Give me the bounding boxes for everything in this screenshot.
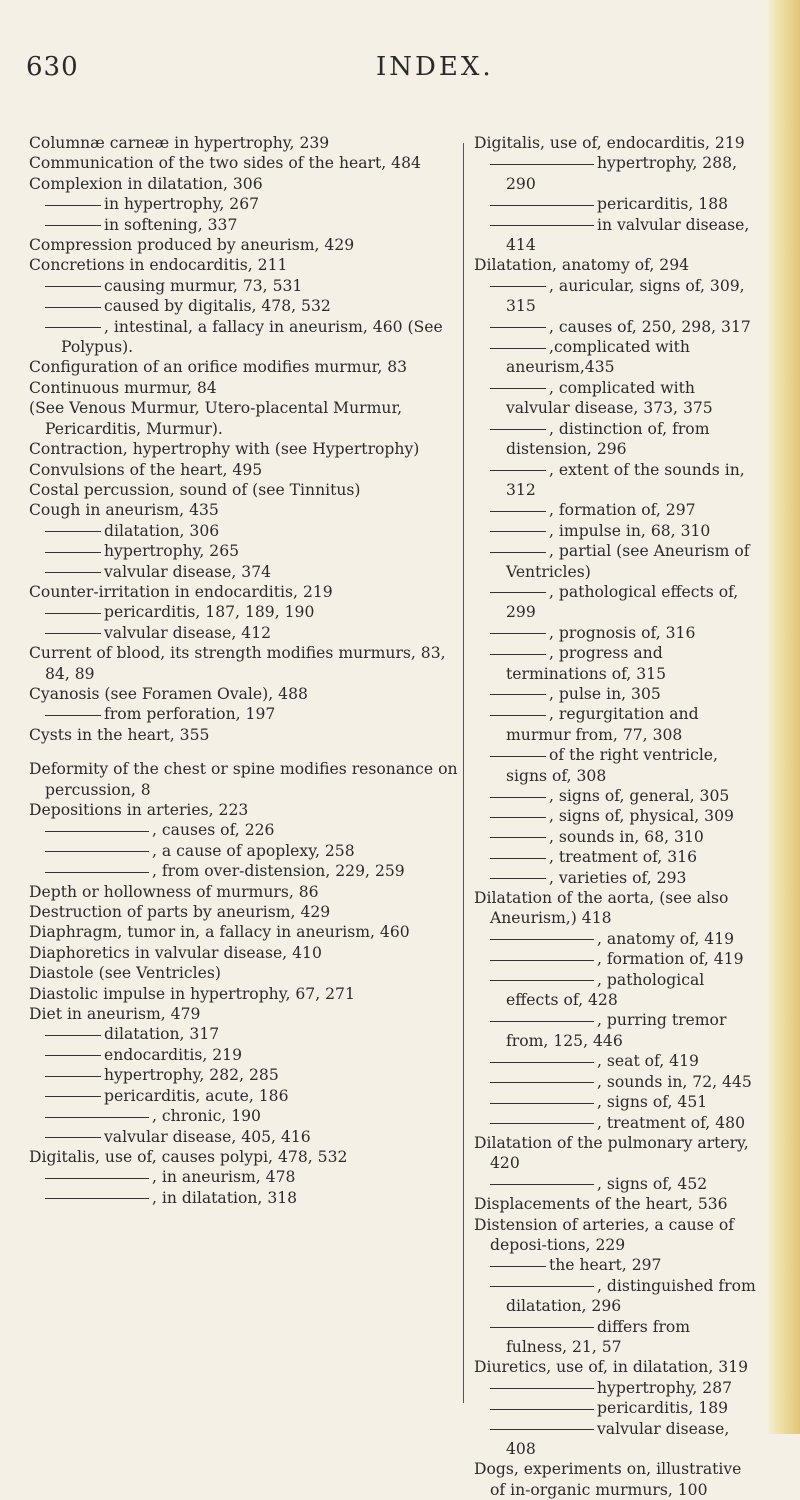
page-number: 630 xyxy=(26,52,79,82)
index-entry xyxy=(29,255,463,275)
index-subentry xyxy=(474,970,756,1011)
ditto-rule xyxy=(45,831,149,832)
index-entry-text: in hypertrophy, 267 xyxy=(104,195,260,214)
index-entry-text: from perforation, 197 xyxy=(104,705,276,724)
index-entry-text: Cyanosis (see Foramen Ovale), 488 xyxy=(29,684,308,703)
index-entry-text: Diaphragm, tumor in, a fallacy in aneurism, 460 xyxy=(29,923,410,942)
index-entry-text: , regurgitation and murmur from, 77, 308 xyxy=(506,705,699,744)
index-subentry xyxy=(474,643,756,684)
index-entry-text: valvular disease, 405, 416 xyxy=(104,1127,311,1146)
index-subentry xyxy=(474,1092,756,1112)
ditto-rule xyxy=(490,756,546,757)
index-entry-text: Counter-irritation in endocarditis, 219 xyxy=(29,582,333,601)
index-entry-text: Current of blood, its strength modifies murmurs, 83, 84, 89 xyxy=(29,644,446,683)
index-subentry xyxy=(474,1051,756,1071)
index-entry-text: pericarditis, 188 xyxy=(597,195,729,214)
index-entry xyxy=(29,133,463,153)
ditto-rule xyxy=(490,1103,594,1104)
index-entry-text: Communication of the two sides of the heart, 484 xyxy=(29,154,421,173)
index-subentry xyxy=(29,296,463,316)
index-subentry xyxy=(474,1419,756,1460)
index-subentry xyxy=(29,820,463,840)
index-entry xyxy=(29,943,463,963)
index-entry xyxy=(29,378,463,398)
index-entry-text: Diastolic impulse in hypertrophy, 67, 271 xyxy=(29,984,355,1003)
index-entry xyxy=(29,1004,463,1024)
index-entry-text: Dilatation, anatomy of, 294 xyxy=(474,256,690,275)
index-entry-text: hypertrophy, 288, 290 xyxy=(506,154,738,193)
ditto-rule xyxy=(490,715,546,716)
index-entry-text: Costal percussion, sound of (see Tinnitus) xyxy=(29,480,361,499)
ditto-rule xyxy=(45,1137,101,1138)
index-subentry xyxy=(474,317,756,337)
index-entry-text: , purring tremor from, 125, 446 xyxy=(506,1011,727,1050)
ditto-rule xyxy=(490,817,546,818)
index-entry-text: pericarditis, 189 xyxy=(597,1399,729,1418)
ditto-rule xyxy=(45,1198,149,1199)
index-subentry xyxy=(29,541,463,561)
ditto-rule xyxy=(490,1082,594,1083)
index-entry-text: Cysts in the heart, 355 xyxy=(29,725,210,744)
index-entry-text: Depth or hollowness of murmurs, 86 xyxy=(29,882,319,901)
index-subentry xyxy=(474,194,756,214)
index-subentry xyxy=(29,1167,463,1187)
index-entry-text: , in dilatation, 318 xyxy=(152,1188,298,1207)
index-entry-text: hypertrophy, 265 xyxy=(104,542,240,561)
ditto-rule xyxy=(45,1096,101,1097)
index-entry-text: , sounds in, 72, 445 xyxy=(597,1072,752,1091)
index-subentry xyxy=(29,276,463,296)
index-subentry xyxy=(474,582,756,623)
index-entry-text: , auricular, signs of, 309, 315 xyxy=(506,276,745,316)
index-entry xyxy=(29,153,463,173)
index-subentry xyxy=(29,704,463,724)
index-entry xyxy=(29,882,463,902)
ditto-rule xyxy=(45,225,101,226)
ditto-rule xyxy=(45,613,101,614)
index-entry-text: , formation of, 419 xyxy=(597,950,744,969)
index-entry-text: , seat of, 419 xyxy=(597,1052,699,1071)
index-subentry xyxy=(474,378,756,419)
index-entry-text: , causes of, 226 xyxy=(152,821,275,840)
index-entry xyxy=(29,357,463,377)
index-entry xyxy=(29,460,463,480)
index-subentry xyxy=(474,745,756,786)
index-entry-text: in valvular disease, 414 xyxy=(506,215,750,255)
index-entry-text: causing murmur, 73, 531 xyxy=(104,276,303,295)
index-subentry xyxy=(474,1255,756,1275)
ditto-rule xyxy=(490,1062,594,1063)
index-subentry xyxy=(474,541,756,582)
ditto-rule xyxy=(45,531,101,532)
index-entry xyxy=(29,398,463,439)
index-entry-text: Digitalis, use of, causes polypi, 478, 532 xyxy=(29,1147,348,1166)
ditto-rule xyxy=(490,592,546,593)
index-entry xyxy=(29,174,463,194)
index-subentry xyxy=(29,1106,463,1126)
ditto-rule xyxy=(490,511,546,512)
ditto-rule xyxy=(490,1123,594,1124)
ditto-rule xyxy=(490,1409,594,1410)
index-subentry xyxy=(29,562,463,582)
index-entry-text: , prognosis of, 316 xyxy=(549,623,696,642)
ditto-rule xyxy=(490,1266,546,1267)
index-subentry xyxy=(474,786,756,806)
index-entry xyxy=(474,133,756,153)
index-entry-text: dilatation, 317 xyxy=(104,1025,220,1044)
index-subentry xyxy=(474,929,756,949)
ditto-rule xyxy=(490,1429,594,1430)
ditto-rule xyxy=(45,1035,101,1036)
index-entry-text: , extent of the sounds in, 312 xyxy=(506,460,745,499)
index-entry-text: , causes of, 250, 298, 317 xyxy=(549,317,751,336)
index-entry xyxy=(29,480,463,500)
index-entry xyxy=(29,500,463,520)
ditto-rule xyxy=(45,286,101,287)
index-entry-text: hypertrophy, 287 xyxy=(597,1378,733,1397)
ditto-rule xyxy=(45,205,101,206)
index-entry xyxy=(29,643,463,684)
index-entry-text: , formation of, 297 xyxy=(549,501,696,520)
index-entry-text: , in aneurism, 478 xyxy=(152,1168,296,1187)
index-subentry xyxy=(474,1174,756,1194)
index-entry xyxy=(474,1133,756,1174)
index-subentry xyxy=(474,1113,756,1133)
index-entry xyxy=(29,759,463,800)
index-entry-text: (See Venous Murmur, Utero-placental Murmur, Pericarditis, Murmur). xyxy=(29,399,403,438)
index-entry-text: Diaphoretics in valvular disease, 410 xyxy=(29,943,322,962)
ditto-rule xyxy=(490,286,546,287)
index-entry-text: Distension of arteries, a cause of deposi-tions, 229 xyxy=(474,1215,735,1254)
index-subentry xyxy=(29,1188,463,1208)
index-subentry xyxy=(474,215,756,256)
index-entry xyxy=(29,235,463,255)
index-subentry xyxy=(474,153,756,194)
index-subentry xyxy=(29,1065,463,1085)
index-entry-text: Destruction of parts by aneurism, 429 xyxy=(29,903,331,922)
ditto-rule xyxy=(490,552,546,553)
index-entry-text: Deformity of the chest or spine modifies resonance on percussion, 8 xyxy=(29,760,458,799)
ditto-rule xyxy=(490,694,546,695)
index-entry-text: Diet in aneurism, 479 xyxy=(29,1005,201,1024)
index-entry xyxy=(474,255,756,275)
index-entry-text: differs from fulness, 21, 57 xyxy=(506,1317,691,1356)
ditto-rule xyxy=(490,1021,594,1022)
ditto-rule xyxy=(490,797,546,798)
index-entry-text: , from over-distension, 229, 259 xyxy=(152,862,405,881)
index-entry-text: pericarditis, acute, 186 xyxy=(104,1086,289,1105)
index-entry-text: Complexion in dilatation, 306 xyxy=(29,174,263,193)
page-edge-shading xyxy=(766,0,800,1434)
ditto-rule xyxy=(490,470,546,471)
index-entry-text: , chronic, 190 xyxy=(152,1107,261,1126)
index-subentry xyxy=(474,419,756,460)
index-subentry xyxy=(474,276,756,317)
index-entry-text: , signs of, general, 305 xyxy=(549,787,730,805)
ditto-rule xyxy=(490,939,594,940)
index-entry-text: valvular disease, 374 xyxy=(104,562,272,581)
ditto-rule xyxy=(45,872,149,873)
index-subentry xyxy=(474,623,756,643)
index-entry xyxy=(29,725,463,745)
index-subentry xyxy=(29,1024,463,1044)
index-entry-text: Continuous murmur, 84 xyxy=(29,378,217,397)
index-subentry xyxy=(29,1086,463,1106)
ditto-rule xyxy=(45,633,101,634)
index-subentry xyxy=(29,1045,463,1065)
index-subentry xyxy=(29,194,463,214)
index-entry-text: Contraction, hypertrophy with (see Hypertrophy) xyxy=(29,440,420,459)
ditto-rule xyxy=(45,1117,149,1118)
ditto-rule xyxy=(490,429,546,430)
ditto-rule xyxy=(45,1076,101,1077)
ditto-rule xyxy=(490,1286,594,1287)
index-entry xyxy=(474,888,756,929)
index-subentry xyxy=(29,623,463,643)
ditto-rule xyxy=(490,327,546,328)
index-subentry xyxy=(474,337,756,378)
index-entry-text: ,complicated with aneurism,435 xyxy=(506,338,690,377)
index-entry-text: hypertrophy, 282, 285 xyxy=(104,1066,279,1085)
index-subentry xyxy=(474,1398,756,1418)
index-subentry xyxy=(474,500,756,520)
ditto-rule xyxy=(45,307,101,308)
index-entry-text: Digitalis, use of, endocarditis, 219 xyxy=(474,134,745,152)
ditto-rule xyxy=(490,960,594,961)
ditto-rule xyxy=(45,552,101,553)
index-entry-text: Dilatation of the aorta, (see also Aneurism,) 418 xyxy=(474,889,729,928)
index-entry-text: , pathological effects of, 428 xyxy=(506,970,705,1010)
index-entry-text: , complicated with valvular disease, 373, 375 xyxy=(506,378,713,418)
index-entry-text: , partial (see Aneurism of Ventricles) xyxy=(506,542,750,581)
index-subentry xyxy=(29,861,463,881)
index-entry-text: Diuretics, use of, in dilatation, 319 xyxy=(474,1358,749,1377)
index-subentry xyxy=(474,704,756,745)
index-entry-text: , treatment of, 480 xyxy=(597,1113,745,1132)
index-entry-text: in softening, 337 xyxy=(104,215,238,234)
index-subentry xyxy=(474,521,756,541)
index-subentry xyxy=(474,1317,756,1358)
ditto-rule xyxy=(490,878,546,879)
index-entry-text: , anatomy of, 419 xyxy=(597,929,735,948)
index-entry-text: , varieties of, 293 xyxy=(549,868,687,887)
index-entry xyxy=(29,800,463,820)
index-entry-text: Convulsions of the heart, 495 xyxy=(29,460,263,479)
index-entry-text: the heart, 297 xyxy=(549,1256,662,1275)
index-entry xyxy=(29,902,463,922)
index-entry xyxy=(29,684,463,704)
ditto-rule xyxy=(490,348,546,349)
index-entry xyxy=(474,1194,756,1214)
index-column-left xyxy=(29,133,463,1208)
ditto-rule xyxy=(490,205,594,206)
ditto-rule xyxy=(490,531,546,532)
ditto-rule xyxy=(490,1388,594,1389)
index-entry xyxy=(474,1459,756,1500)
index-entry-text: of the right ventricle, signs of, 308 xyxy=(506,746,718,785)
page-header: INDEX. xyxy=(376,52,494,82)
index-entry xyxy=(29,439,463,459)
index-subentry xyxy=(29,841,463,861)
ditto-rule xyxy=(45,1178,149,1179)
index-entry-text: Configuration of an orifice modifies murmur, 83 xyxy=(29,358,408,377)
ditto-rule xyxy=(45,851,149,852)
index-entry-text: , sounds in, 68, 310 xyxy=(549,827,704,846)
index-entry-text: Dilatation of the pulmonary artery, 420 xyxy=(474,1133,749,1173)
ditto-rule xyxy=(490,1327,594,1328)
ditto-rule xyxy=(490,225,594,226)
index-entry-text: Compression produced by aneurism, 429 xyxy=(29,236,355,255)
index-subentry xyxy=(474,684,756,704)
ditto-rule xyxy=(490,858,546,859)
index-subentry xyxy=(474,1276,756,1317)
index-entry-text: Columnæ carneæ in hypertrophy, 239 xyxy=(29,134,330,152)
index-subentry xyxy=(474,1010,756,1051)
index-entry-text: dilatation, 306 xyxy=(104,521,220,540)
index-subentry xyxy=(474,827,756,847)
index-subentry xyxy=(474,868,756,888)
ditto-rule xyxy=(490,633,546,634)
index-subentry xyxy=(474,847,756,867)
index-entry-text: Displacements of the heart, 536 xyxy=(474,1195,728,1214)
ditto-rule xyxy=(490,980,594,981)
index-subentry xyxy=(474,949,756,969)
index-entry-text: , distinguished from dilatation, 296 xyxy=(506,1276,756,1316)
index-entry-text: caused by digitalis, 478, 532 xyxy=(104,297,331,316)
index-entry-text: Dogs, experiments on, illustrative of in-organic murmurs, 100 xyxy=(474,1460,742,1499)
index-entry xyxy=(474,1357,756,1377)
index-subentry xyxy=(29,1127,463,1147)
index-entry-text: , signs of, 451 xyxy=(597,1093,708,1112)
ditto-rule xyxy=(490,388,546,389)
index-entry-text: pericarditis, 187, 189, 190 xyxy=(104,603,315,622)
index-entry-text: , distinction of, from distension, 296 xyxy=(506,419,710,459)
index-entry-text: Diastole (see Ventricles) xyxy=(29,964,221,983)
index-entry xyxy=(29,963,463,983)
index-entry xyxy=(474,1215,756,1256)
index-entry xyxy=(29,984,463,1004)
index-entry-text: endocarditis, 219 xyxy=(104,1045,243,1064)
ditto-rule xyxy=(490,837,546,838)
index-entry-text: , treatment of, 316 xyxy=(549,848,697,867)
ditto-rule xyxy=(45,572,101,573)
index-entry-text: , signs of, 452 xyxy=(597,1174,708,1193)
ditto-rule xyxy=(45,715,101,716)
ditto-rule xyxy=(490,164,594,165)
index-entry-text: valvular disease, 408 xyxy=(506,1419,730,1458)
index-subentry xyxy=(29,317,463,358)
index-entry-text: , impulse in, 68, 310 xyxy=(549,521,711,540)
index-entry-text: , intestinal, a fallacy in aneurism, 460 (See Polypus). xyxy=(61,317,443,357)
index-entry-text: Depositions in arteries, 223 xyxy=(29,801,249,819)
index-column-right xyxy=(474,133,756,1500)
index-entry xyxy=(29,1147,463,1167)
column-divider xyxy=(463,143,464,1403)
ditto-rule xyxy=(45,327,101,328)
index-subentry xyxy=(474,806,756,826)
index-subentry xyxy=(29,521,463,541)
index-entry-text: , signs of, physical, 309 xyxy=(549,807,734,826)
ditto-rule xyxy=(490,1184,594,1185)
index-entry-text: , a cause of apoplexy, 258 xyxy=(152,841,355,860)
index-entry xyxy=(29,582,463,602)
index-subentry xyxy=(474,1072,756,1092)
index-entry-text: Concretions in endocarditis, 211 xyxy=(29,256,288,275)
index-entry-text: , pathological effects of, 299 xyxy=(506,582,739,622)
index-entry xyxy=(29,922,463,942)
index-entry-text: , pulse in, 305 xyxy=(549,684,661,703)
index-subentry xyxy=(29,215,463,235)
index-entry-text: , progress and terminations of, 315 xyxy=(506,644,666,683)
index-subentry xyxy=(474,1378,756,1398)
ditto-rule xyxy=(490,654,546,655)
index-subentry xyxy=(29,602,463,622)
index-entry-text: Cough in aneurism, 435 xyxy=(29,501,219,520)
ditto-rule xyxy=(45,1055,101,1056)
index-entry-text: valvular disease, 412 xyxy=(104,623,272,642)
index-subentry xyxy=(474,460,756,501)
